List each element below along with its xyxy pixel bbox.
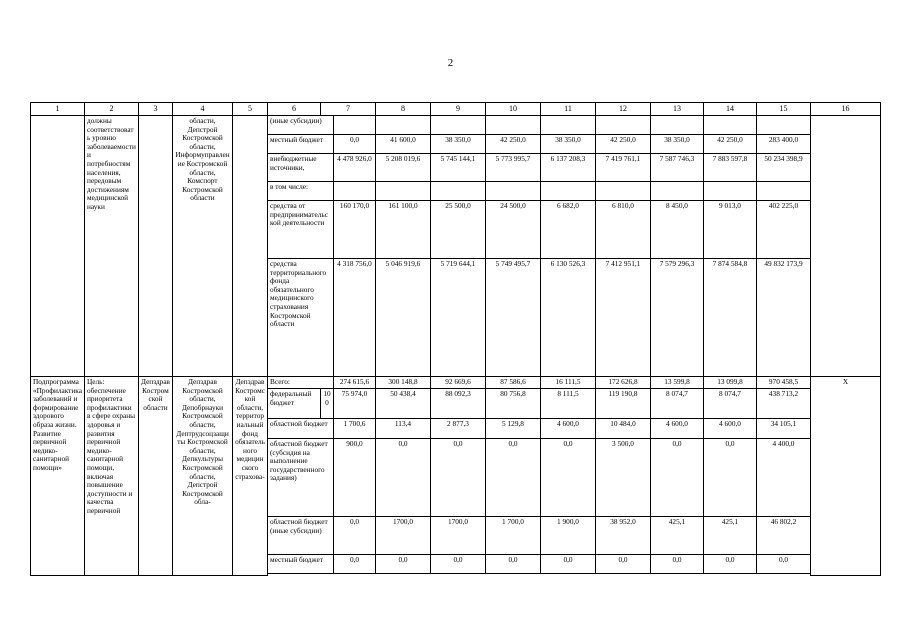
funding-source-cell: Всего: [268,377,334,389]
value-cell: 5 046 919,6 [376,259,431,377]
value-cell: 46 802,2 [757,517,811,555]
value-cell: 16 111,5 [541,377,596,389]
value-cell [541,182,596,201]
value-cell: 50 438,4 [376,389,431,419]
value-cell [376,182,431,201]
value-cell: 87 586,6 [486,377,541,389]
value-cell: 4 400,0 [757,439,811,517]
value-cell [596,116,651,135]
value-cell: 88 092,3 [431,389,486,419]
value-cell: 0,0 [486,555,541,574]
objective-cell: Цель: обеспечение приоритета профилактики в сфере охраны здоровья и развития первичной медико-санитарной помощи, включая повышение доступности и качества первичной [85,377,139,576]
value-cell: 113,4 [376,419,431,439]
value-cell: 6 810,0 [596,201,651,259]
table-row [31,377,881,389]
value-cell: 7 412 951,1 [596,259,651,377]
participants-cell: Депздрав Костромской области, Депобрнауки Костромской области, Дептрудсоцзащиты Костромской области, Депкультуры Костромской области, Депстрой Костромской обла- [173,377,233,576]
value-cell: 5 719 644,1 [431,259,486,377]
value-cell: 49 832 173,9 [757,259,811,377]
value-cell: 1 900,0 [541,517,596,555]
objective-cell: должны соответствовать уровню заболеваемости и потребностям населения, передовым достижениям медицинской науки [85,116,139,377]
value-cell [757,116,811,135]
filler-cell [268,574,811,576]
value-cell: 7 883 597,8 [704,154,757,182]
value-cell: 92 669,6 [431,377,486,389]
value-cell: 1700,0 [431,517,486,555]
value-cell: 0,0 [541,439,596,517]
value-cell: 4 318 756,0 [334,259,376,377]
value-cell: 6 137 208,3 [541,154,596,182]
value-cell: 8 074,7 [704,389,757,419]
value-cell: 900,0 [334,439,376,517]
value-cell: 5 129,8 [486,419,541,439]
value-cell: 5 749 495,7 [486,259,541,377]
value-cell [541,116,596,135]
table-row [31,116,881,135]
value-cell [334,182,376,201]
funding-source-cell: (иные субсидии) [268,116,334,135]
responsible-cell [139,116,173,377]
value-cell: 425,1 [651,517,704,555]
header-cell: 2 [85,103,139,116]
value-cell: 1 700,6 [334,419,376,439]
value-cell: 4 478 926,0 [334,154,376,182]
value-cell: 119 190,8 [596,389,651,419]
value-cell: 0,0 [486,439,541,517]
header-cell: 1 [31,103,85,116]
value-cell: 9 013,0 [704,201,757,259]
value-cell [376,116,431,135]
value-cell: 300 148,8 [376,377,431,389]
value-cell: 161 100,0 [376,201,431,259]
value-cell: 13 099,8 [704,377,757,389]
funding-source-cell: областной бюджет (иные субсидии) [268,517,334,555]
funding-source-cell: местный бюджет [268,555,334,574]
funding-source-cell: внебюджетные источники, [268,154,334,182]
note-cell: X [811,377,881,576]
header-cell: 6 [268,103,321,116]
value-cell: 283 400,0 [757,135,811,154]
value-cell: 0,0 [376,555,431,574]
value-cell [651,182,704,201]
funding-source-cell: федеральный бюджет [268,389,321,419]
value-cell: 5 745 144,1 [431,154,486,182]
header-cell: 16 [811,103,881,116]
value-cell: 0,0 [651,439,704,517]
value-cell [651,116,704,135]
value-cell: 10 484,0 [596,419,651,439]
value-cell: 5 208 019,6 [376,154,431,182]
funding-source-cell: в том числе: [268,182,334,201]
value-cell: 5 773 995,7 [486,154,541,182]
value-cell: 0,0 [334,555,376,574]
value-cell: 172 626,8 [596,377,651,389]
value-cell: 8 450,0 [651,201,704,259]
value-cell: 50 234 398,9 [757,154,811,182]
value-cell: 8 111,5 [541,389,596,419]
value-cell: 42 250,0 [596,135,651,154]
header-cell: 13 [651,103,704,116]
header-cell: 12 [596,103,651,116]
funding-source-cell: местный бюджет [268,135,334,154]
value-cell [486,116,541,135]
value-cell: 274 615,6 [334,377,376,389]
program-cell [31,116,85,377]
budget-table [30,102,881,576]
value-cell: 0,0 [541,555,596,574]
value-cell: 0,0 [757,555,811,574]
value-cell: 160 170,0 [334,201,376,259]
value-cell: 6 682,0 [541,201,596,259]
value-cell [431,116,486,135]
value-cell: 7 419 761,1 [596,154,651,182]
value-cell: 4 600,0 [651,419,704,439]
value-cell: 4 600,0 [704,419,757,439]
header-cell: 10 [486,103,541,116]
value-cell [334,116,376,135]
funding-source-cell: средства территориального фонда обязательного медицинского страхования Костромской области [268,259,334,377]
funding-source-cell: областной бюджет (субсидия на выполнение государственного задания) [268,439,334,517]
value-cell: 7 874 584,8 [704,259,757,377]
value-cell [596,182,651,201]
value-cell: 0,0 [596,555,651,574]
participants-cell: области, Депстрой Костромской области, Информуправление Костромской области, Комспорт Костромской области [173,116,233,377]
header-cell: 5 [233,103,268,116]
responsible-cell: Депздрав Костромской области [139,377,173,576]
header-cell: 8 [376,103,431,116]
value-cell: 0,0 [431,555,486,574]
value-cell: 38 350,0 [651,135,704,154]
value-cell: 0,0 [334,135,376,154]
value-cell: 3 500,0 [596,439,651,517]
value-cell: 8 074,7 [651,389,704,419]
value-cell: 1 700,0 [486,517,541,555]
value-cell: 42 250,0 [486,135,541,154]
value-cell: 34 105,1 [757,419,811,439]
value-cell: 80 756,8 [486,389,541,419]
value-cell [704,182,757,201]
funding-source-cell: областной бюджет [268,419,334,439]
value-cell: 970 458,5 [757,377,811,389]
value-cell [757,182,811,201]
value-cell: 4 600,0 [541,419,596,439]
value-cell: 2 877,3 [431,419,486,439]
value-cell: 38 350,0 [431,135,486,154]
value-cell: 1700,0 [376,517,431,555]
value-cell: 0,0 [704,555,757,574]
value-cell: 13 599,8 [651,377,704,389]
value-cell: 402 225,0 [757,201,811,259]
coexecutors-cell: Депздрав Костромской области, территориальный фонд обязательного медицинского страхова- [233,377,268,576]
value-cell: 24 500,0 [486,201,541,259]
value-cell: 0,0 [376,439,431,517]
value-cell: 0,0 [651,555,704,574]
value-cell: 42 250,0 [704,135,757,154]
coexecutors-cell [233,116,268,377]
value-cell: 75 974,0 [334,389,376,419]
value-cell [431,182,486,201]
header-cell: 4 [173,103,233,116]
note-cell [811,116,881,377]
header-cell: 3 [139,103,173,116]
value-cell: 38 952,0 [596,517,651,555]
header-cell: 14 [704,103,757,116]
value-cell: 0,0 [334,517,376,555]
program-cell: Подпрограмма «Профилактика заболеваний и формирование здорового образа жизни. Развитие первичной медико-санитарной помощи» [31,377,85,576]
value-cell: 7 579 296,3 [651,259,704,377]
header-cell: 9 [431,103,486,116]
funding-source-cell: средства от предпринимательской деятельности [268,201,334,259]
value-cell: 25 500,0 [431,201,486,259]
value-cell: 6 130 526,3 [541,259,596,377]
value-cell: 0,0 [704,439,757,517]
header-cell: 15 [757,103,811,116]
value-cell: 7 587 746,3 [651,154,704,182]
value-cell: 38 350,0 [541,135,596,154]
header-row [31,103,881,116]
value-cell: 425,1 [704,517,757,555]
value-cell [486,182,541,201]
value-cell: 41 600,0 [376,135,431,154]
budget-marker: 100 [321,389,334,419]
value-cell: 0,0 [431,439,486,517]
header-cell: 11 [541,103,596,116]
header-cell: 7 [321,103,376,116]
value-cell: 438 713,2 [757,389,811,419]
page-number: 2 [447,57,454,69]
value-cell [704,116,757,135]
